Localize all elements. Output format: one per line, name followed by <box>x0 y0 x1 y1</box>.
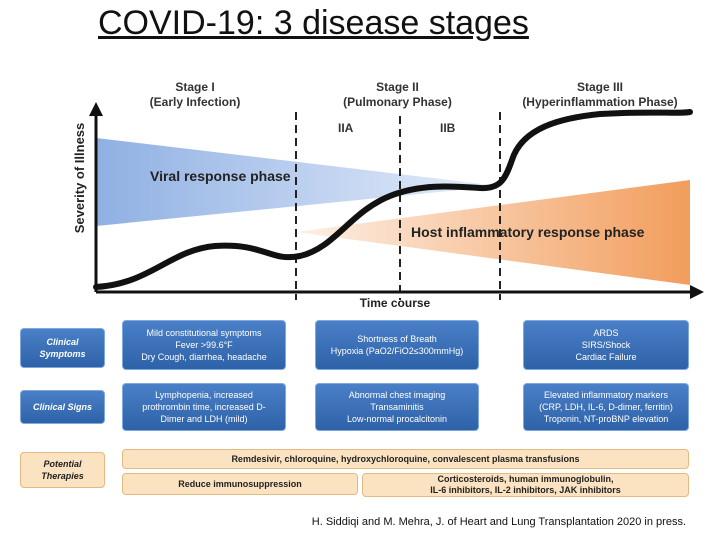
substage-iib: IIB <box>440 121 456 135</box>
symptom-item: SIRS/Shock <box>581 340 631 350</box>
symptom-item: Shortness of Breath <box>357 334 437 344</box>
sign-item: Abnormal chest imaging <box>348 390 446 400</box>
substage-iia: IIA <box>338 121 354 135</box>
row-label-line: Clinical <box>46 337 79 347</box>
therapy-item: Corticosteroids, human immunoglobulin, <box>437 474 614 484</box>
row-label-line: Clinical Signs <box>32 402 92 412</box>
symptom-item: Fever >99.6°F <box>175 340 233 350</box>
therapy-bar-reduce-immunosuppression: Reduce immunosuppression <box>122 473 358 495</box>
row-label-line: Potential <box>43 459 82 469</box>
stage-3-desc: (Hyperinflammation Phase) <box>522 95 678 109</box>
symptom-item: ARDS <box>593 328 619 338</box>
y-axis-label: Severity of Illness <box>72 122 87 234</box>
therapy-bar-antiviral: Remdesivir, chloroquine, hydroxychloroquine, convalescent plasma transfusions <box>122 449 689 469</box>
sign-item: Low-normal procalcitonin <box>346 414 448 424</box>
x-axis-label: Time course <box>359 296 431 310</box>
row-label-clinical-symptoms <box>20 328 105 368</box>
page-title: COVID-19: 3 disease stages <box>98 4 529 42</box>
row-label-line: Therapies <box>41 471 84 481</box>
symptoms-stage-2 <box>315 320 479 370</box>
symptom-item: Mild constitutional symptoms <box>146 328 262 338</box>
sign-item: Transaminitis <box>370 402 424 412</box>
sign-item: Dimer and LDH (mild) <box>160 414 248 424</box>
signs-stage-3 <box>523 383 689 431</box>
stage-1-desc: (Early Infection) <box>149 95 241 109</box>
stage-2-name: Stage II <box>376 80 419 94</box>
x-axis-arrow <box>690 285 704 299</box>
row-label-clinical-signs <box>20 390 105 424</box>
symptom-item: Dry Cough, diarrhea, headache <box>141 352 267 362</box>
stage-2-desc: (Pulmonary Phase) <box>343 95 452 109</box>
symptom-item: Cardiac Failure <box>575 352 637 362</box>
signs-stage-1 <box>122 383 286 431</box>
row-label-line: Symptoms <box>39 349 86 359</box>
sign-item: prothrombin time, increased D- <box>142 402 266 412</box>
symptoms-stage-3 <box>523 320 689 370</box>
citation: H. Siddiqi and M. Mehra, J. of Heart and Lung Transplantation 2020 in press. <box>311 516 686 528</box>
therapy-bar-immunomodulators <box>362 473 689 497</box>
y-axis-arrow <box>89 102 103 116</box>
signs-stage-2 <box>315 383 479 431</box>
symptom-item: Hypoxia (PaO2/FiO2≤300mmHg) <box>330 346 464 356</box>
therapy-item: IL-6 inhibitors, IL-2 inhibitors, JAK inhibitors <box>430 485 621 495</box>
sign-item: (CRP, LDH, IL-6, D-dimer, ferritin) <box>539 402 673 412</box>
host-phase-label: Host inflammatory response phase <box>411 224 645 240</box>
stage-3-name: Stage III <box>576 80 623 94</box>
sign-item: Lymphopenia, increased <box>155 390 253 400</box>
sign-item: Elevated inflammatory markers <box>543 390 669 400</box>
symptoms-stage-1 <box>122 320 286 370</box>
row-label-potential-therapies <box>20 452 105 488</box>
sign-item: Troponin, NT-proBNP elevation <box>543 414 669 424</box>
stage-1-name: Stage I <box>175 80 215 94</box>
viral-phase-label: Viral response phase <box>150 168 291 184</box>
